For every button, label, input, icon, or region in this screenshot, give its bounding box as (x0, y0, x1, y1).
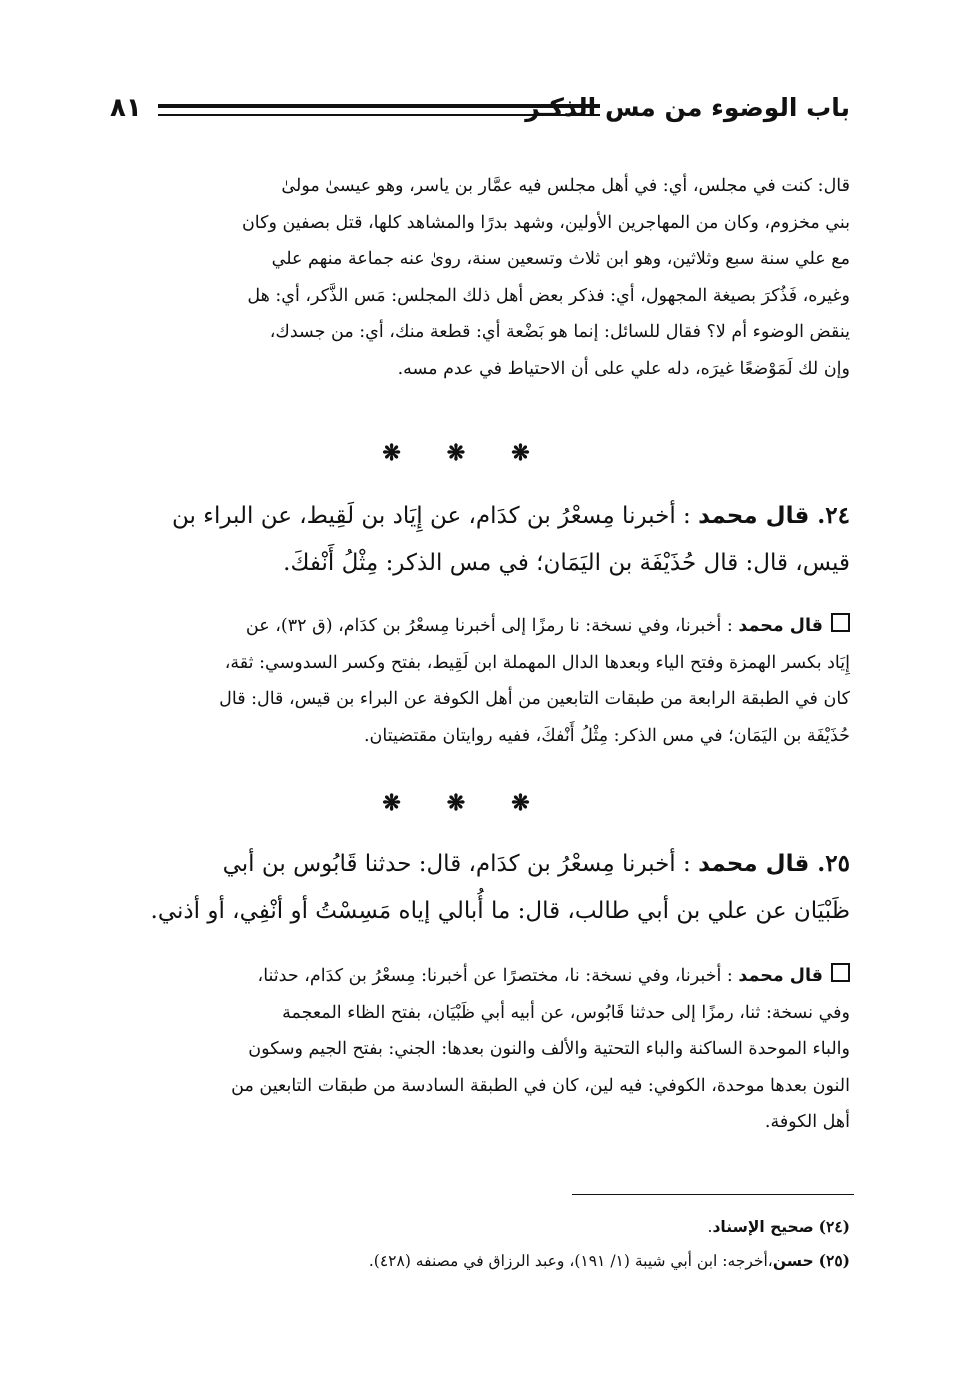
commentary-line: النون بعدها موحدة، الكوفي: فيه لين، كان في الطبقة السادسة من طبقات التابعين من (231, 1075, 850, 1096)
narrator-label: قال محمد (698, 851, 810, 877)
chapter-title: باب الوضوء من مس الذكـر (525, 93, 850, 122)
intro-line: وإن لك لَمَوْضعًا غيرَه، دله علي على أن الاحتياط في عدم مسه. (397, 358, 850, 379)
hadith-number: ٢٥ (825, 850, 850, 877)
footnote-grade: حسن (772, 1252, 814, 1270)
commentary-line: كان في الطبقة الرابعة من طبقات التابعين من أهل الكوفة عن البراء بن قيس، قال: قال (219, 689, 850, 709)
commentary-line: قال محمد : أخبرنا، وفي نسخة: نا رمزًا إلى أخبرنا مِسعْرُ بن كدَام، (ق ٣٢)، عن (106, 608, 850, 645)
intro-commentary (106, 168, 850, 387)
hadith-24-line-1: ٢٤. قال محمد : أخبرنا مِسعْرُ بن كدَام، عن إِيَاد بن لَقِيط، عن البراء بن (171, 502, 850, 529)
commentary-line: قال محمد : أخبرنا، وفي نسخة: نا، مختصرًا عن أخبرنا: مِسعْرُ بن كدَام، حدثنا، (106, 958, 850, 995)
footnote-rule (572, 1194, 854, 1195)
footnote-text: . (707, 1218, 713, 1236)
footnote-24 (106, 1210, 850, 1244)
separator-stars: ❋❋❋ (382, 790, 576, 816)
footnote-grade: صحيح الإسناد (712, 1218, 814, 1236)
intro-line: بني مخزوم، وكان من المهاجرين الأولين، وشهد بدرًا والمشاهد كلها، قتل بصفين وكان (241, 212, 850, 233)
hadith-25-line-2: ظَبْيَان عن علي بن أبي طالب، قال: ما أُبالي إياه مَسِسْتُ أو أنْفِي، أو أذني. (150, 898, 850, 924)
hadith-24 (106, 492, 850, 587)
page-header (110, 88, 850, 132)
footnote-ref: (٢٤) (818, 1217, 850, 1236)
hadith-24-line-2: قيس، قال: قال حُذَيْفَة بن اليَمَان؛ في مس الذكر: مِثْلُ أَنْفكَ. (283, 550, 850, 576)
commentary-line: إِيَاد بكسر الهمزة وفتح الياء وبعدها الدال المهملة ابن لَقِيط، بفتح وكسر السدوسي: ثقة، (224, 652, 850, 673)
hadith-25-line-1: ٢٥. قال محمد : أخبرنا مِسعْرُ بن كدَام، قال: حدثنا قَابُوس بن أبي (222, 850, 850, 877)
page-number: ٨١ (110, 93, 142, 123)
commentary-label: قال محمد (738, 966, 823, 986)
intro-line: مع علي سنة سبع وثلاثين، وهو ابن ثلاث وتسعين سنة، روىٰ عنه جماعة منهم علي (271, 249, 850, 269)
commentary-25 (106, 958, 850, 1141)
intro-line: قال: كنت في مجلس، أي: في أهل مجلس فيه عمَّار بن ياسر، وهو عيسىٰ مولىٰ (281, 176, 850, 196)
footnote-ref: (٢٥) (818, 1251, 850, 1270)
intro-line: ينقض الوضوء أم لا؟ فقال للسائل: إنما هو بَضْعة أي: قطعة منك، أي: من جسدك، (269, 322, 850, 342)
hadith-25 (106, 840, 850, 935)
hadith-text: : أخبرنا مِسعْرُ بن كدَام، قال: حدثنا قَابُوس بن أبي (222, 851, 691, 877)
header-rule (158, 104, 600, 116)
hadith-text: : أخبرنا مِسعْرُ بن كدَام، عن إِيَاد بن لَقِيط، عن البراء بن (171, 503, 691, 529)
commentary-line: والباء الموحدة الساكنة والباء التحتية والألف والنون بعدها: الجني: بفتح الجيم وسكون (248, 1039, 850, 1059)
commentary-24 (106, 608, 850, 754)
narrator-label: قال محمد (698, 503, 810, 529)
hadith-number: ٢٤ (825, 502, 850, 529)
intro-line: وغيره، فَذُكرَ بصيغة المجهول، أي: فذكر بعض أهل ذلك المجلس: مَس الذَّكر، أي: هل (247, 285, 850, 306)
footnotes (106, 1210, 850, 1278)
footnote-25 (106, 1244, 850, 1278)
commentary-label: قال محمد (738, 616, 823, 636)
square-marker-icon (831, 963, 850, 982)
commentary-line: أهل الكوفة. (764, 1112, 850, 1132)
square-marker-icon (831, 613, 850, 632)
separator-stars: ❋❋❋ (382, 440, 576, 466)
footnote-text: ،أخرجه: ابن أبي شيبة (١/ ١٩١)، وعبد الرزاق في مصنفه (٤٢٨). (368, 1252, 773, 1270)
commentary-line: حُذَيْفَة بن اليَمَان؛ في مس الذكر: مِثْلُ أَنْفكَ، ففيه روايتان مقتضيتان. (363, 725, 850, 746)
commentary-line: وفي نسخة: ثنا، رمزًا إلى حدثنا قَابُوس، عن أبيه أبي ظَبْيَان، بفتح الظاء المعجمة (282, 1002, 850, 1023)
